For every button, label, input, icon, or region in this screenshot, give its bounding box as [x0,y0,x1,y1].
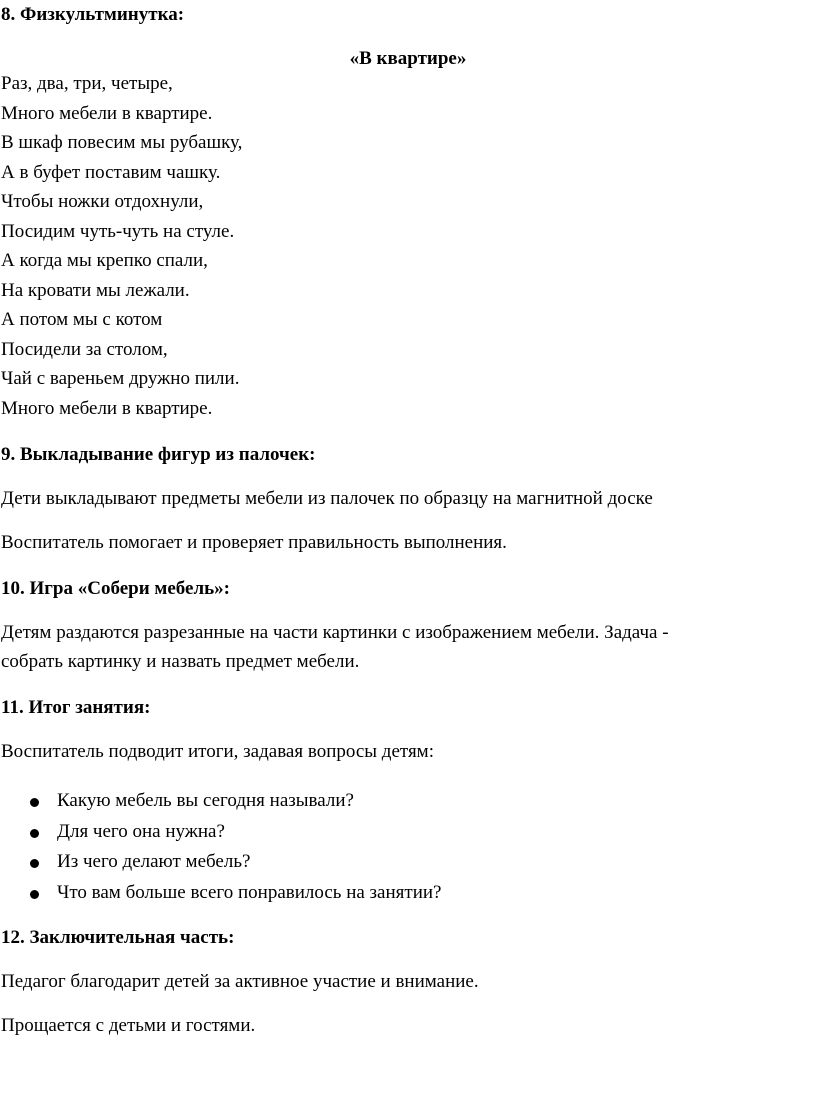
section-9-heading: 9. Выкладывание фигур из палочек: [1,444,316,465]
bullet-icon [30,829,39,838]
question-text: Для чего она нужна? [57,820,225,842]
poem [1,73,242,427]
question-text: Какую мебель вы сегодня называли? [57,790,354,811]
poem-line: Раз, два, три, четыре, [1,73,173,94]
section-9-paragraph-1: Дети выкладывают предметы мебели из палочек по образцу на магнитной доске [1,488,653,509]
section-11-intro: Воспитатель подводит итоги, задавая вопросы детям: [1,741,434,762]
question-text: Из чего делают мебель? [57,851,251,872]
section-12-heading: 12. Заключительная часть: [1,927,235,948]
section-10-paragraph-line-2: собрать картинку и назвать предмет мебели. [1,651,360,672]
poem-line: А в буфет поставим чашку. [1,161,221,183]
poem-line: Чтобы ножки отдохнули, [1,191,204,212]
poem-line: А когда мы крепко спали, [1,250,208,271]
poem-line: Много мебели в квартире. [1,102,213,124]
poem-line: Посидим чуть-чуть на стуле. [1,220,235,242]
section-12-paragraph-2: Прощается с детьми и гостями. [1,1015,256,1036]
poem-line: А потом мы с котом [1,309,163,330]
section-10-heading: 10. Игра «Собери мебель»: [1,578,230,599]
section-10-paragraph-line-1: Детям раздаются разрезанные на части картинки с изображением мебели. Задача - [1,622,669,643]
poem-title: «В квартире» [349,48,467,69]
poem-line: В шкаф повесим мы рубашку, [1,132,243,153]
section-8-heading: 8. Физкультминутка: [1,4,185,25]
bullet-icon [30,859,39,868]
section-12-paragraph-1: Педагог благодарит детей за активное участие и внимание. [1,971,479,992]
poem-line: Много мебели в квартире. [1,397,213,419]
poem-line: Чай с вареньем дружно пили. [1,368,240,389]
bullet-icon [30,798,39,807]
question-text: Что вам больше всего понравилось на занятии? [57,881,442,903]
section-9-paragraph-2: Воспитатель помогает и проверяет правильность выполнения. [1,532,507,553]
poem-line: На кровати мы лежали. [1,279,190,301]
poem-line: Посидели за столом, [1,338,168,360]
bullet-icon [30,890,39,899]
section-11-heading: 11. Итог занятия: [1,697,151,718]
